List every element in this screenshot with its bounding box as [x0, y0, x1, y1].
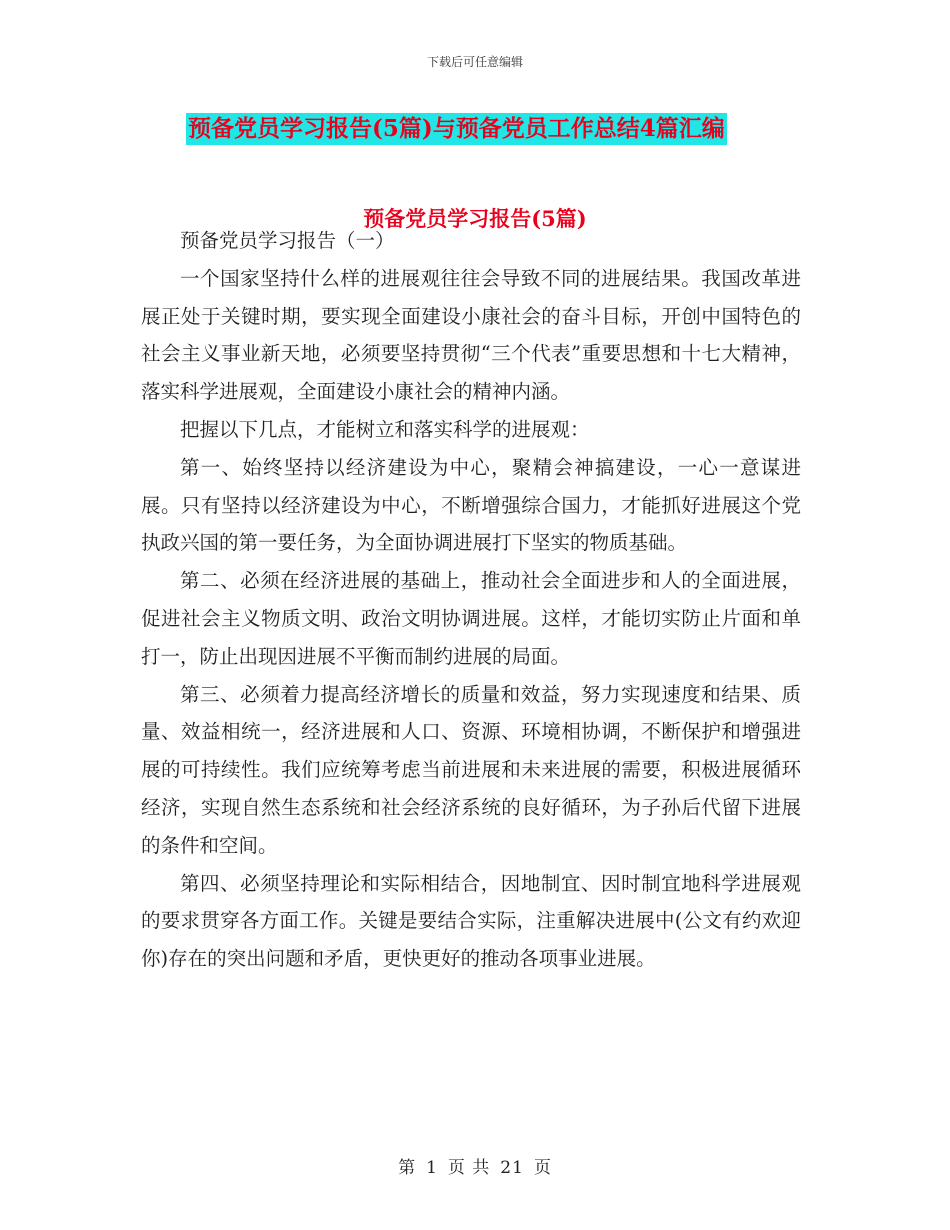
paragraph: 一个国家坚持什么样的进展观往往会导致不同的进展结果。我国改革进展正处于关键时期，要实现全面建设小康社会的奋斗目标，开创中国特色的社会主义事业新天地，必须要坚持贯彻“三个代表”重要思想和十七大精神，落实科学进展观，全面建设小康社会的精神内涵。 — [141, 266, 801, 404]
paragraph-subheading: 预备党员学习报告（一） — [180, 229, 395, 252]
total-pages: 21 — [500, 1158, 524, 1178]
paragraph: 把握以下几点，才能树立和落实科学的进展观： — [180, 417, 590, 441]
footer-mid: 页 共 — [447, 1158, 491, 1178]
paragraph: 第一、始终坚持以经济建设为中心，聚精会神搞建设，一心一意谋进展。只有坚持以经济建设为中心，不断增强综合国力，才能抓好进展这个党执政兴国的第一要任务，为全面协调进展打下坚实的物质基础。 — [141, 455, 801, 555]
header-note: 下载后可任意编辑 — [426, 55, 523, 69]
page-footer — [0, 1153, 950, 1178]
main-title: 预备党员学习报告(5篇)与预备党员工作总结4篇汇编 — [186, 113, 727, 145]
footer-suffix: 页 — [533, 1158, 552, 1178]
paragraph: 第三、必须着力提高经济增长的质量和效益，努力实现速度和结果、质量、效益相统一，经济进展和人口、资源、环境相协调，不断保护和增强进展的可持续性。我们应统筹考虑当前进展和未来进展的需要，积极进展循环经济，实现自然生态系统和社会经济系统的良好循环，为子孙后代留下进展的条件和空间。 — [141, 682, 801, 857]
paragraph: 第四、必须坚持理论和实际相结合，因地制宜、因时制宜地科学进展观的要求贯穿各方面工作。关键是要结合实际，注重解决进展中(公文有约欢迎你)存在的突出问题和矛盾，更快更好的推动各项事业进展。 — [141, 871, 801, 971]
page-number: 1 — [426, 1158, 438, 1178]
body-text — [141, 222, 801, 978]
section-title: 预备党员学习报告(5篇) — [363, 206, 587, 231]
paragraph: 第二、必须在经济进展的基础上，推动社会全面进步和人的全面进展，促进社会主义物质文明、政治文明协调进展。这样，才能切实防止片面和单打一，防止出现因进展不平衡而制约进展的局面。 — [141, 569, 801, 668]
footer-prefix: 第 — [398, 1158, 417, 1178]
